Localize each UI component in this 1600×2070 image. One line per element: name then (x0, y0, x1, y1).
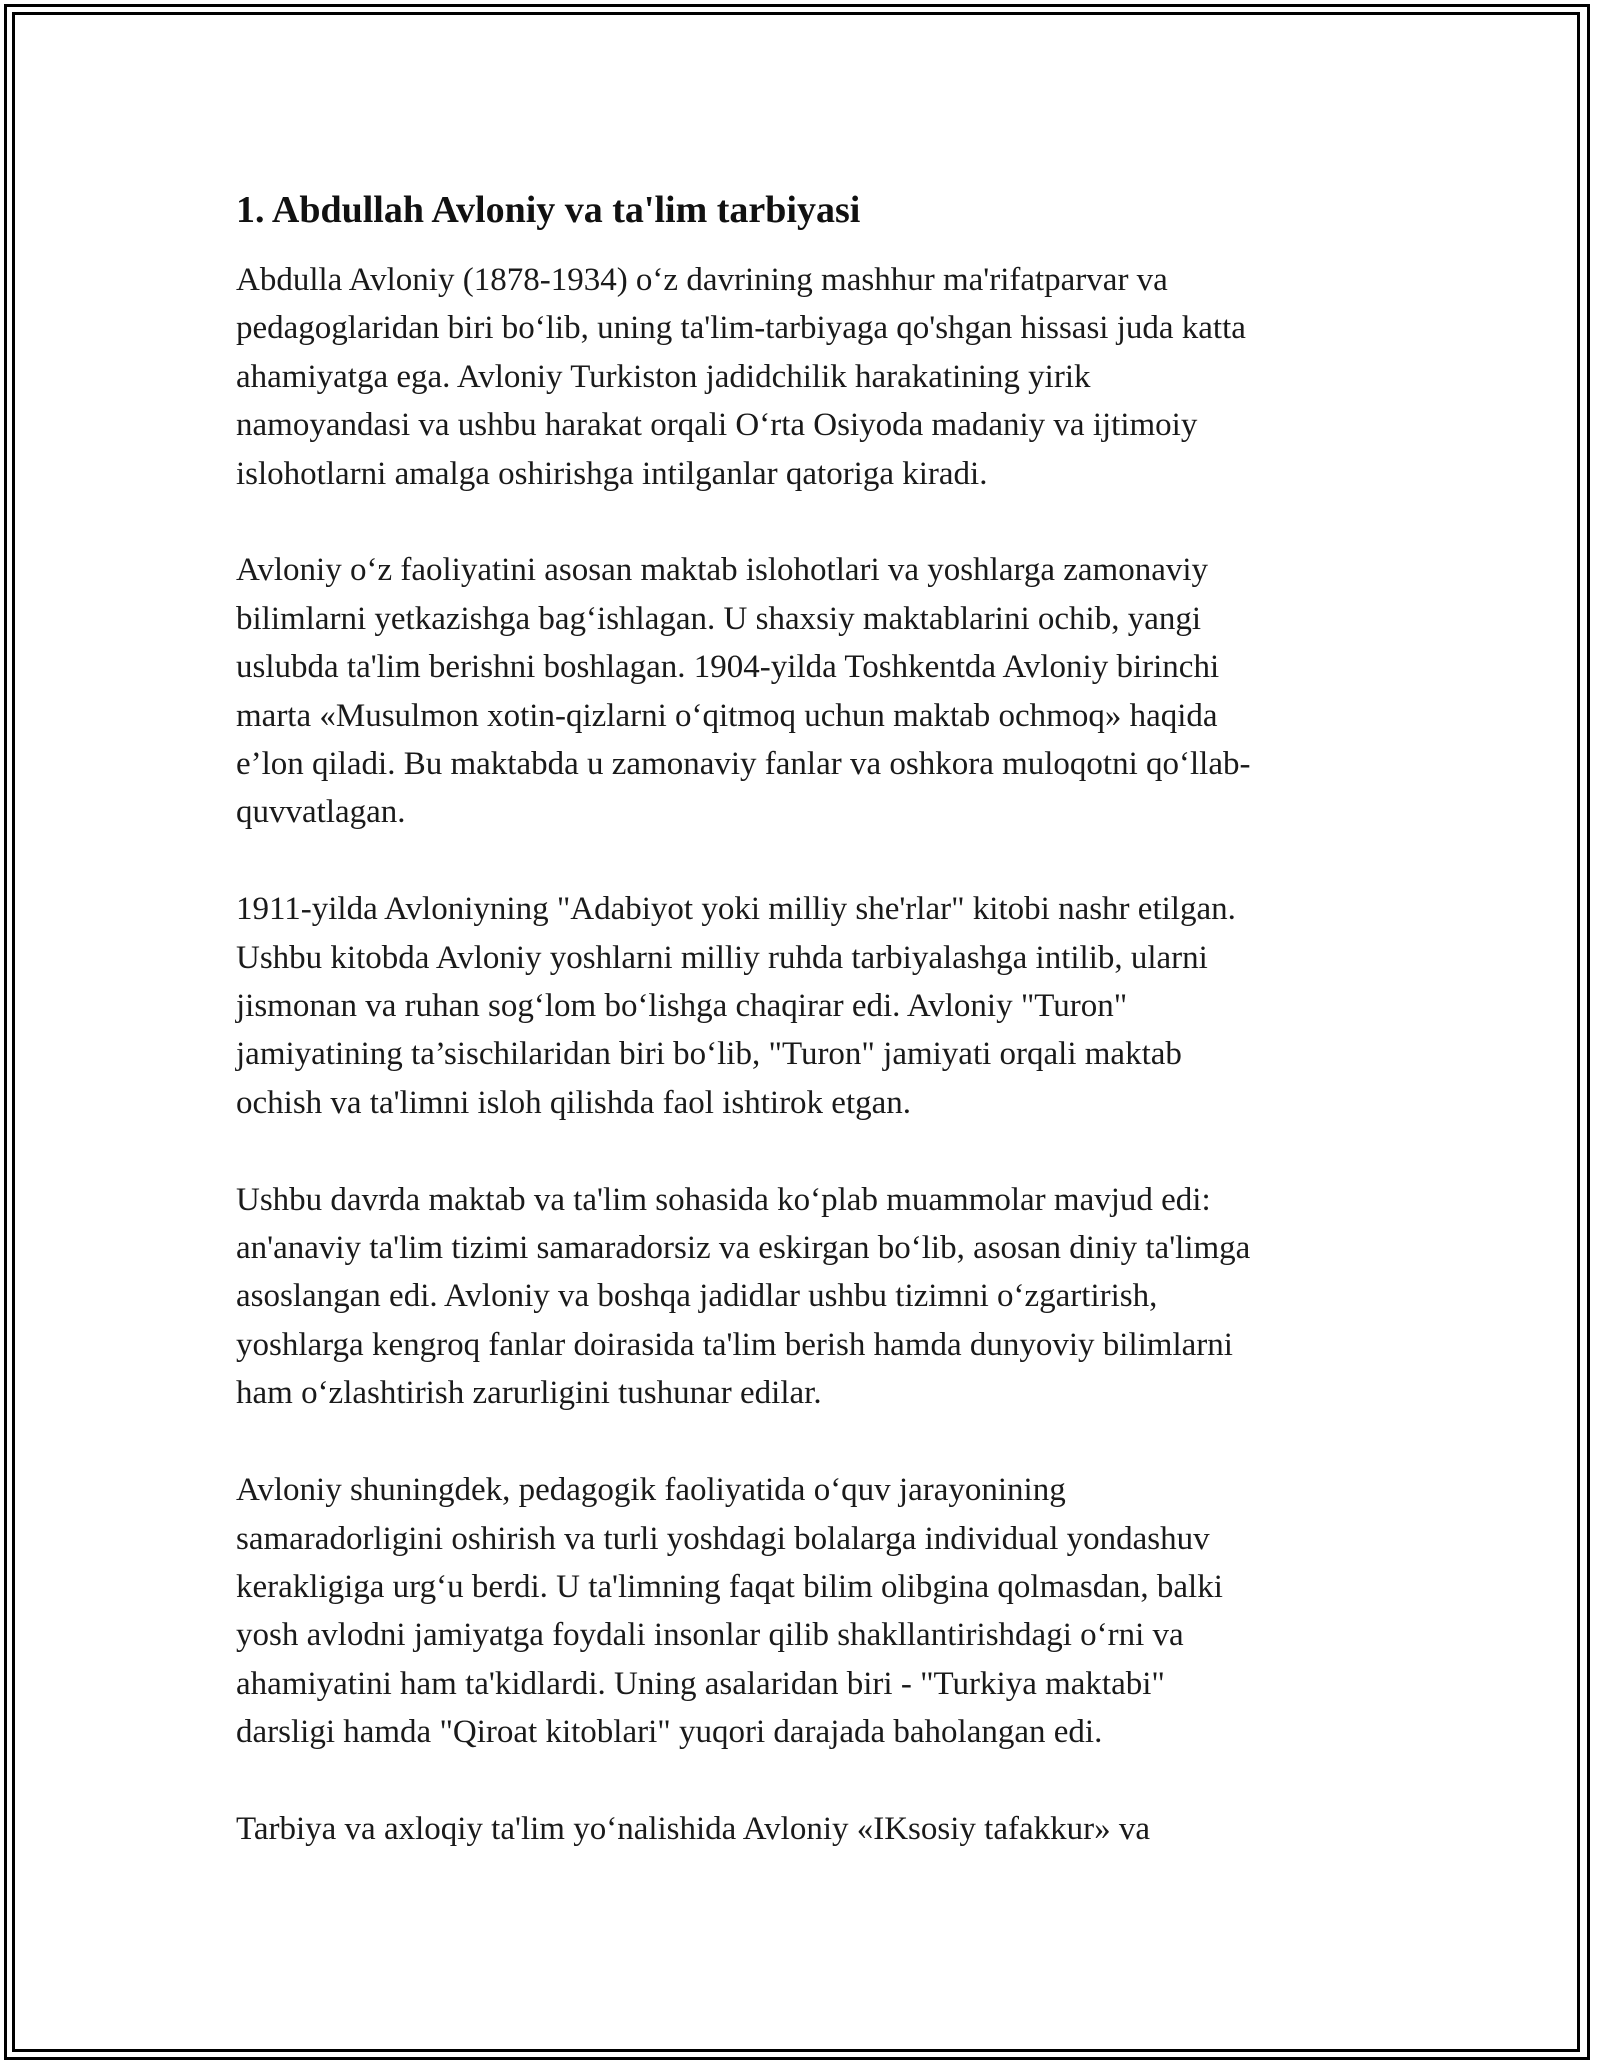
paragraph-line: Ushbu kitobda Avloniy yoshlarni milliy ruhda tarbiyalashga intilib, ularni (236, 939, 1208, 976)
paragraph-list (236, 256, 1366, 1853)
paragraph-line: ochish va ta'limni isloh qilishda faol ishtirok etgan. (236, 1084, 912, 1121)
paragraph-line: ahamiyatini ham ta'kidlardi. Uning asalaridan biri - "Turkiya maktabi" (236, 1665, 1165, 1702)
paragraph-line: kerakligiga urg‘u berdi. U ta'limning faqat bilim olibgina qolmasdan, balki (236, 1568, 1223, 1605)
paragraph-line: quvvatlagan. (236, 794, 406, 831)
paragraph-line: Avloniy o‘z faoliyatini asosan maktab islohotlari va yoshlarga zamonaviy (236, 552, 1209, 589)
paragraph-line: namoyandasi va ushbu harakat orqali O‘rta Osiyoda madaniy va ijtimoiy (236, 407, 1198, 444)
paragraph-line: pedagoglaridan biri bo‘lib, uning ta'lim-tarbiyaga qo'shgan hissasi juda katta (236, 310, 1246, 347)
paragraph-line: jamiyatining ta’sischilaridan biri bo‘lib, "Turon" jamiyati orqali maktab (236, 1036, 1182, 1073)
paragraph-line: ham o‘zlashtirish zarurligini tushunar edilar. (236, 1375, 822, 1412)
document-body (236, 186, 1366, 1902)
paragraph-line: yosh avlodni jamiyatga foydali insonlar qilib shakllantirishdagi o‘rni va (236, 1617, 1184, 1654)
paragraph (236, 885, 1366, 1127)
paragraph-line: darsligi hamda "Qiroat kitoblari" yuqori darajada baholangan edi. (236, 1714, 1103, 1751)
paragraph-line: 1911-yilda Avloniyning "Adabiyot yoki milliy she'rlar" kitobi nashr etilgan. (236, 891, 1236, 928)
paragraph (236, 1805, 1366, 1853)
paragraph-line: asoslangan edi. Avloniy va boshqa jadidlar ushbu tizimni o‘zgartirish, (236, 1278, 1158, 1315)
paragraph-line: Tarbiya va axloqiy ta'lim yo‘nalishida Avloniy «IKsosiy tafakkur» va (236, 1810, 1150, 1847)
paragraph-line: e’lon qiladi. Bu maktabda u zamonaviy fanlar va oshkora muloqotni qo‘llab- (236, 746, 1251, 783)
paragraph-line: Avloniy shuningdek, pedagogik faoliyatida o‘quv jarayonining (236, 1472, 1066, 1509)
paragraph-line: samaradorligini oshirish va turli yoshdagi bolalarga individual yondashuv (236, 1520, 1210, 1557)
paragraph-line: an'anaviy ta'lim tizimi samaradorsiz va eskirgan bo‘lib, asosan diniy ta'limga (236, 1230, 1251, 1267)
section-heading: 1. Abdullah Avloniy va ta'lim tarbiyasi (236, 189, 861, 231)
paragraph-line: bilimlarni yetkazishga bag‘ishlagan. U shaxsiy maktablarini ochib, yangi (236, 600, 1202, 637)
paragraph (236, 1176, 1366, 1418)
paragraph (236, 256, 1366, 498)
paragraph-line: islohotlarni amalga oshirishga intilganlar qatoriga kiradi. (236, 455, 988, 492)
paragraph-line: yoshlarga kengroq fanlar doirasida ta'lim berish hamda dunyoviy bilimlarni (236, 1326, 1233, 1363)
paragraph-line: jismonan va ruhan sog‘lom bo‘lishga chaqirar edi. Avloniy "Turon" (236, 988, 1128, 1025)
paragraph (236, 1466, 1366, 1756)
paragraph-line: ahamiyatga ega. Avloniy Turkiston jadidchilik harakatining yirik (236, 358, 1091, 395)
paragraph-line: uslubda ta'lim berishni boshlagan. 1904-yilda Toshkentda Avloniy birinchi (236, 649, 1220, 686)
paragraph-line: marta «Musulmon xotin-qizlarni o‘qitmoq uchun maktab ochmoq» haqida (236, 697, 1218, 734)
paragraph (236, 546, 1366, 836)
paragraph-line: Ushbu davrda maktab va ta'lim sohasida ko‘plab muammolar mavjud edi: (236, 1181, 1211, 1218)
paragraph-line: Abdulla Avloniy (1878-1934) o‘z davrining mashhur ma'rifatparvar va (236, 262, 1168, 298)
